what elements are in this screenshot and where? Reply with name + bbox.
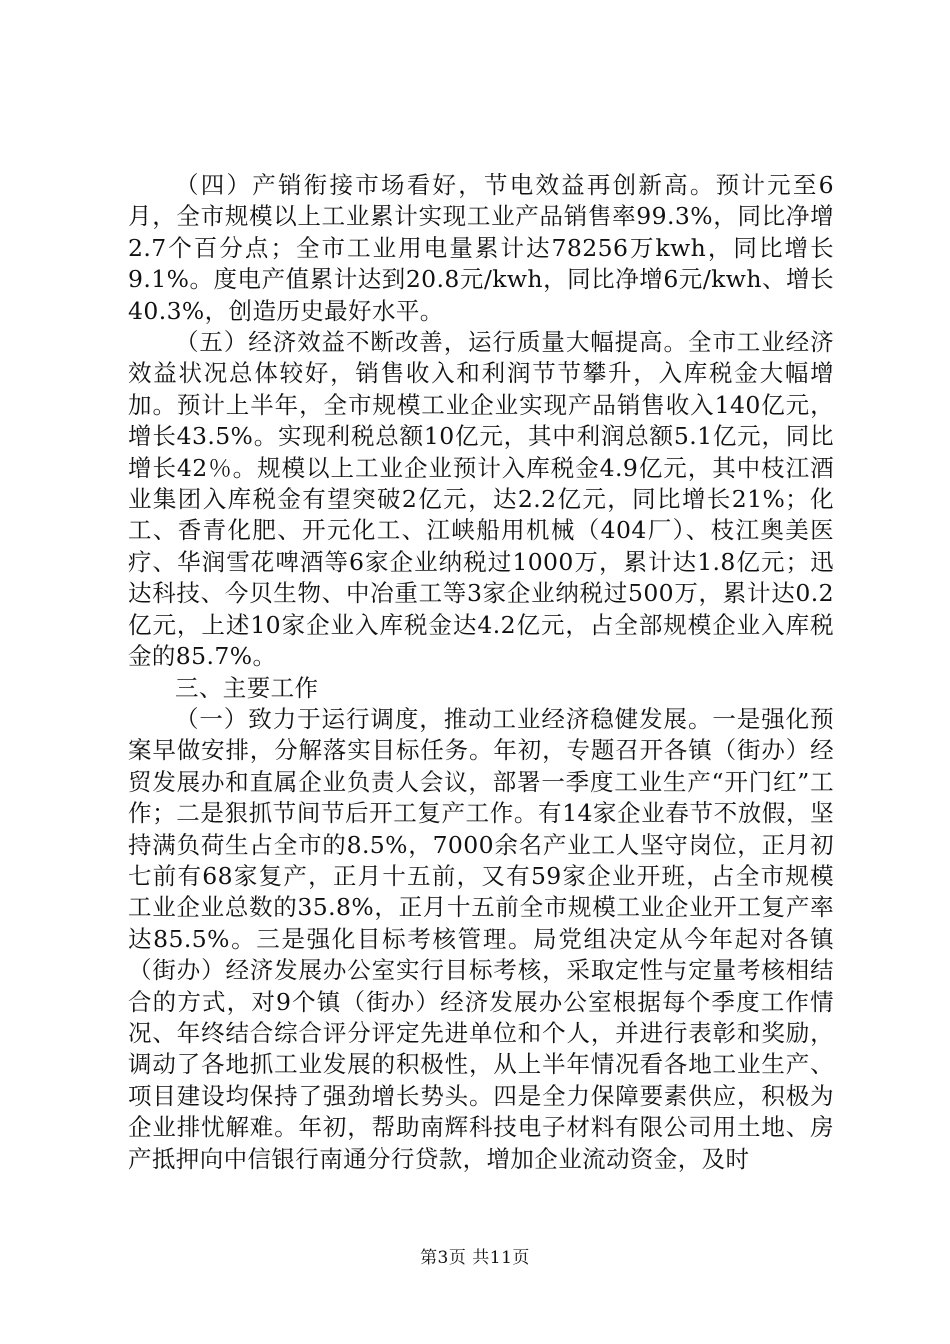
document-body: [128, 170, 834, 1175]
paragraph-economic-benefits: （五）经济效益不断改善，运行质量大幅提高。全市工业经济效益状况总体较好，销售收入和利润节节攀升，入库税金大幅增加。预计上半年，全市规模工业企业实现产品销售收入140亿元，增长43.5%。实现利税总额10亿元，其中利润总额5.1亿元，同比增长42％。规模以上工业企业预计入库税金4.9亿元，其中枝江酒业集团入库税金有望突破2亿元，达2.2亿元，同比增长21%；化工、香青化肥、开元化工、江峡船用机械（404厂）、枝江奥美医疗、华润雪花啤酒等6家企业纳税过1000万，累计达1.8亿元；迅达科技、今贝生物、中冶重工等3家企业纳税过500万，累计达0.2亿元，上述10家企业入库税金达4.2亿元，占全部规模企业入库税金的85.7%。: [128, 328, 834, 671]
paragraph-production-sales: （四）产销衔接市场看好，节电效益再创新高。预计元至6月，全市规模以上工业累计实现工业产品销售率99.3%，同比净增2.7个百分点；全市工业用电量累计达78256万kwh，同比增长9.1%。度电产值累计达到20.8元/kwh，同比净增6元/kwh、增长40.3%，创造历史最好水平。: [128, 171, 834, 325]
paragraph-operation-dispatch: （一）致力于运行调度，推动工业经济稳健发展。一是强化预案早做安排，分解落实目标任务。年初，专题召开各镇（街办）经贸发展办和直属企业负责人会议，部署一季度工业生产“开门红”工作；二是狠抓节间节后开工复产工作。有14家企业春节不放假，坚持满负荷生占全市的8.5%，7000余名产业工人坚守岗位，正月初七前有68家复产，正月十五前，又有59家企业开班，占全市规模工业企业总数的35.8%，正月十五前全市规模工业企业开工复产率达85.5%。三是强化目标考核管理。局党组决定从今年起对各镇（街办）经济发展办公室实行目标考核，采取定性与定量考核相结合的方式，对9个镇（街办）经济发展办公室根据每个季度工作情况、年终结合综合评分评定先进单位和个人，并进行表彰和奖励，调动了各地抓工业发展的积极性，从上半年情况看各地工业生产、项目建设均保持了强劲增长势头。四是全力保障要素供应，积极为企业排忧解难。年初，帮助南辉科技电子材料有限公司用土地、房产抵押向中信银行南通分行贷款，增加企业流动资金，及时: [128, 704, 834, 1173]
section-heading-main-work: 三、主要工作: [175, 673, 319, 702]
page-number-footer: 第3页 共11页: [420, 1248, 530, 1268]
